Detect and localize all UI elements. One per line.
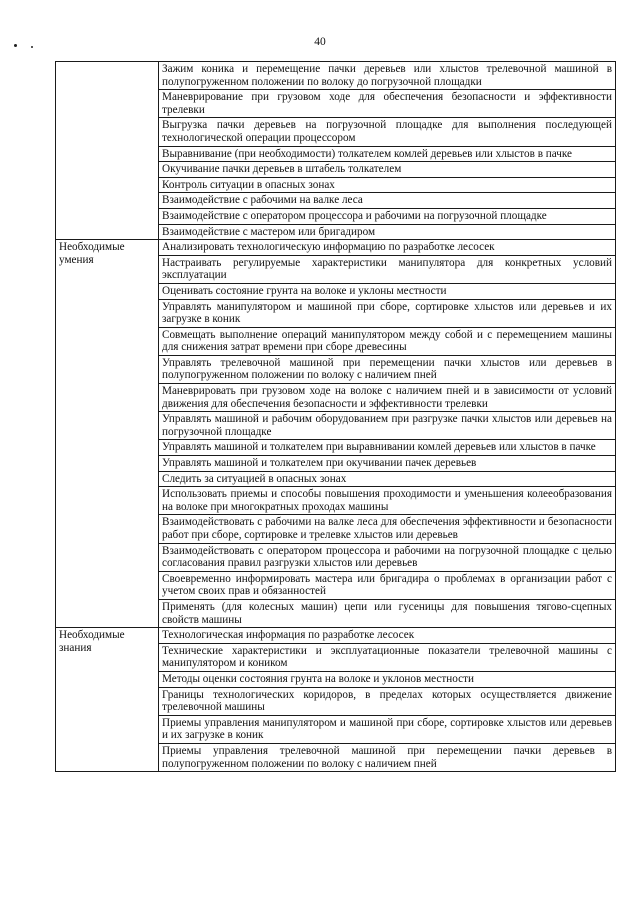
table-cell-item: Взаимодействовать с оператором процессора и рабочими на погрузочной площадке с целью согласования правил разгрузки хлыстов или деревьев <box>159 543 616 571</box>
table-cell-item: Использовать приемы и способы повышения проходимости и уменьшения колееобразования на волоке при многократных проходах машины <box>159 487 616 515</box>
table-cell-item: Технические характеристики и эксплуатационные показатели трелевочной машины с манипулятором и коником <box>159 643 616 671</box>
scan-speck <box>14 44 17 47</box>
table-cell-item: Взаимодействовать с рабочими на валке леса для обеспечения эффективности и безопасности работ при сборе, сортировке и трелевке хлыстов или деревьев <box>159 515 616 543</box>
section-label <box>56 62 159 240</box>
table-cell-item: Анализировать технологическую информацию по разработке лесосек <box>159 240 616 256</box>
table-cell-item: Окучивание пачки деревьев в штабель толкателем <box>159 162 616 178</box>
table-row <box>56 240 616 256</box>
table-row <box>56 628 616 644</box>
table-cell-item: Совмещать выполнение операций манипулятором между собой и с перемещением машины для снижения затрат времени при сборе древесины <box>159 327 616 355</box>
requirements-table <box>55 61 616 772</box>
scan-speck <box>31 46 33 48</box>
table-cell-item: Выравнивание (при необходимости) толкателем комлей деревьев или хлыстов в пачке <box>159 146 616 162</box>
section-label: Необходимые знания <box>56 628 159 772</box>
table-cell-item: Маневрирование при грузовом ходе для обеспечения безопасности и эффективности трелевки <box>159 90 616 118</box>
table-cell-item: Методы оценки состояния грунта на волоке и уклонов местности <box>159 671 616 687</box>
table-cell-item: Управлять машиной и толкателем при окучивании пачек деревьев <box>159 456 616 472</box>
section-label: Необходимые умения <box>56 240 159 628</box>
table-cell-item: Взаимодействие с рабочими на валке леса <box>159 193 616 209</box>
table-cell-item: Управлять машиной и рабочим оборудованием при разгрузке пачки хлыстов или деревьев на погрузочной площадке <box>159 412 616 440</box>
page-number: 40 <box>314 36 326 48</box>
table-row <box>56 62 616 90</box>
table-cell-item: Оценивать состояние грунта на волоке и уклоны местности <box>159 283 616 299</box>
table-cell-item: Управлять манипулятором и машиной при сборе, сортировке хлыстов или деревьев и их загрузке в коник <box>159 299 616 327</box>
table-cell-item: Управлять машиной и толкателем при выравнивании комлей деревьев или хлыстов в пачке <box>159 440 616 456</box>
table-cell-item: Взаимодействие с оператором процессора и рабочими на погрузочной площадке <box>159 208 616 224</box>
table-cell-item: Контроль ситуации в опасных зонах <box>159 177 616 193</box>
table-cell-item: Выгрузка пачки деревьев на погрузочной площадке для выполнения последующей технологической операции процессором <box>159 118 616 146</box>
table-cell-item: Управлять трелевочной машиной при перемещении пачки хлыстов или деревьев в полупогруженном положении по волоку с наличием пней <box>159 355 616 383</box>
table-cell-item: Технологическая информация по разработке лесосек <box>159 628 616 644</box>
table-cell-item: Настраивать регулируемые характеристики манипулятора для конкретных условий эксплуатации <box>159 255 616 283</box>
table-cell-item: Приемы управления трелевочной машиной при перемещении пачки деревьев в полупогруженном положении по волоку с наличием пней <box>159 743 616 771</box>
table-cell-item: Взаимодействие с мастером или бригадиром <box>159 224 616 240</box>
table-cell-item: Приемы управления манипулятором и машиной при сборе, сортировке хлыстов или деревьев и их загрузке в коник <box>159 715 616 743</box>
table-cell-item: Применять (для колесных машин) цепи или гусеницы для повышения тягово-сцепных свойств машины <box>159 599 616 627</box>
table-cell-item: Зажим коника и перемещение пачки деревьев или хлыстов трелевочной машиной в полупогруженном положении по волоку до погрузочной площадки <box>159 62 616 90</box>
table-cell-item: Маневрировать при грузовом ходе на волоке с наличием пней и в зависимости от условий движения для обеспечения безопасности и эффективности трелевки <box>159 384 616 412</box>
table-cell-item: Границы технологических коридоров, в пределах которых осуществляется движение трелевочной машины <box>159 687 616 715</box>
table-cell-item: Своевременно информировать мастера или бригадира о проблемах в организации работ с учетом своих прав и обязанностей <box>159 571 616 599</box>
table-cell-item: Следить за ситуацией в опасных зонах <box>159 471 616 487</box>
